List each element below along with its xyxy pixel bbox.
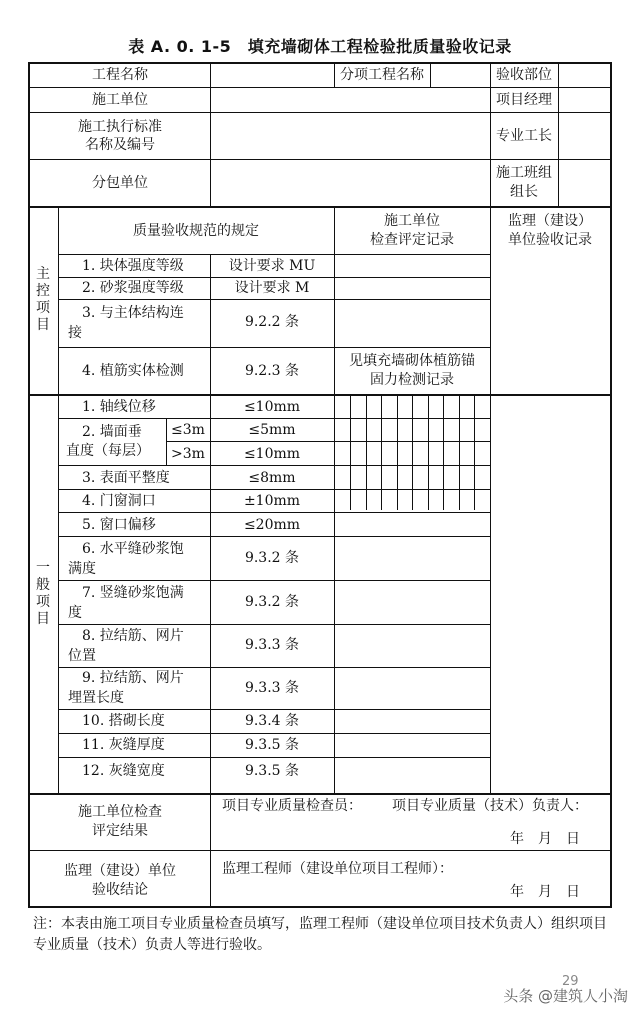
general-item-2-sub2: >3m: [171, 446, 205, 462]
main-control-label: 主控项目: [36, 266, 50, 333]
general-item-3-req: ≤8mm: [248, 470, 296, 486]
main-item-3-req: 9.2.2 条: [244, 314, 300, 330]
main-item-2-req: 设计要求 M: [234, 280, 310, 296]
general-item-12-name: 12. 灰缝宽度: [82, 763, 165, 779]
main-item-3-name-line1: 3. 与主体结构连: [82, 305, 184, 321]
general-item-1-req: ≤10mm: [243, 399, 301, 415]
main-item-2-name: 2. 砂浆强度等级: [82, 280, 184, 296]
standard-label-line1: 施工执行标准: [78, 119, 162, 135]
general-item-2-sub1: ≤3m: [171, 422, 205, 438]
result-inspector: 项目专业质量检查员：: [222, 798, 362, 814]
conclusion-engineer: 监理工程师（建设单位项目工程师）：: [222, 861, 453, 877]
general-item-11-req: 9.3.5 条: [244, 737, 300, 753]
general-item-7-req: 9.3.2 条: [244, 594, 300, 610]
general-item-10-req: 9.3.4 条: [244, 713, 300, 729]
general-item-12-req: 9.3.5 条: [244, 763, 300, 779]
general-item-7-name-line1: 7. 竖缝砂浆饱满: [82, 585, 184, 601]
general-item-6-name-line2: 满度: [68, 561, 96, 577]
general-item-9-name-line1: 9. 拉结筋、网片: [82, 670, 184, 686]
conclusion-label-line2: 验收结论: [92, 882, 148, 898]
general-item-2-name-line2: 直度（每层）: [66, 443, 150, 459]
check-column-header-line1: 施工单位: [384, 213, 440, 229]
general-item-2-name-line1: 2. 墙面垂: [82, 424, 142, 440]
project-manager-label: 项目经理: [496, 92, 552, 108]
sub-project-name-label: 分项工程名称: [340, 67, 424, 83]
result-date: 年 月 日: [510, 831, 580, 847]
result-tech-lead: 项目专业质量（技术）负责人：: [392, 798, 588, 814]
standard-label-line2: 名称及编号: [85, 137, 155, 153]
main-item-4-req: 9.2.3 条: [244, 363, 300, 379]
result-label-line2: 评定结果: [92, 823, 148, 839]
subcontract-unit-label: 分包单位: [92, 175, 148, 191]
main-item-4-record-line2: 固力检测记录: [370, 372, 454, 388]
result-label-line1: 施工单位检查: [78, 804, 162, 820]
general-item-2-req2: ≤10mm: [243, 446, 301, 462]
general-item-10-name: 10. 搭砌长度: [82, 713, 165, 729]
supervision-column-header-line2: 单位验收记录: [508, 232, 592, 248]
general-item-11-name: 11. 灰缝厚度: [82, 737, 165, 753]
general-item-4-req: ±10mm: [243, 493, 301, 509]
spec-column-header: 质量验收规范的规定: [133, 223, 259, 239]
main-item-1-req: 设计要求 MU: [228, 258, 316, 274]
general-item-9-req: 9.3.3 条: [244, 680, 300, 696]
general-item-7-name-line2: 度: [68, 605, 82, 621]
general-item-9-name-line2: 埋置长度: [68, 690, 124, 706]
general-item-4-name: 4. 门窗洞口: [82, 493, 156, 509]
general-item-5-name: 5. 窗口偏移: [82, 517, 156, 533]
supervision-column-header-line1: 监理（建设）: [508, 213, 592, 229]
project-name-label: 工程名称: [92, 67, 148, 83]
general-item-1-name: 1. 轴线位移: [82, 399, 156, 415]
main-item-4-name: 4. 植筋实体检测: [82, 363, 184, 379]
general-item-5-req: ≤20mm: [243, 517, 301, 533]
main-item-3-name-line2: 接: [68, 325, 82, 341]
footnote: 注：本表由施工项目专业质量检查员填写，监理工程师（建设单位项目技术负责人）组织项目专业质量（技术）负责人等进行验收。: [33, 916, 607, 953]
form-title: 表 A. 0. 1-5 填充墙砌体工程检验批质量验收记录: [128, 37, 512, 56]
watermark: 头条 @建筑人小淘: [503, 987, 628, 1005]
conclusion-date: 年 月 日: [510, 884, 580, 900]
acceptance-part-label: 验收部位: [496, 67, 552, 83]
construction-unit-label: 施工单位: [92, 92, 148, 108]
general-item-6-name-line1: 6. 水平缝砂浆饱: [82, 541, 184, 557]
general-item-8-name-line1: 8. 拉结筋、网片: [82, 628, 184, 644]
general-item-8-name-line2: 位置: [68, 648, 96, 664]
general-item-3-name: 3. 表面平整度: [82, 470, 170, 486]
main-item-4-record-line1: 见填充墙砌体植筋锚: [349, 353, 475, 369]
specialty-foreman-label: 专业工长: [496, 128, 552, 144]
team-leader-label-line1: 施工班组: [496, 165, 552, 181]
page-number: 29: [562, 974, 579, 989]
general-items-label: 一般项目: [36, 560, 50, 627]
main-item-1-name: 1. 块体强度等级: [82, 258, 184, 274]
conclusion-label-line1: 监理（建设）单位: [64, 863, 176, 879]
general-item-8-req: 9.3.3 条: [244, 637, 300, 653]
team-leader-label-line2: 组长: [510, 184, 538, 200]
general-item-6-req: 9.3.2 条: [244, 550, 300, 566]
general-item-2-req1: ≤5mm: [248, 422, 296, 438]
check-column-header-line2: 检查评定记录: [370, 232, 454, 248]
